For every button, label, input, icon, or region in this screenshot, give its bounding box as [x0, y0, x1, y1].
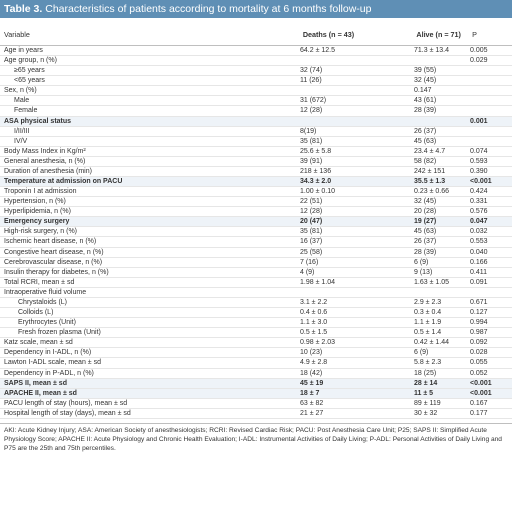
p-value-cell: <0.001 [470, 379, 492, 387]
alive-cell: 6 (9) [414, 258, 429, 266]
p-value-cell [470, 106, 510, 115]
p-value-cell: 0.553 [470, 238, 488, 246]
row-label: <65 years [14, 77, 45, 85]
deaths-cell: 39 (91) [300, 157, 323, 165]
table-row [0, 237, 512, 247]
row-label: High-risk surgery, n (%) [4, 228, 77, 236]
deaths-cell: 31 (672) [300, 97, 327, 105]
table-row [0, 409, 512, 419]
row-label: APACHE II, mean ± sd [4, 389, 77, 397]
p-value-cell [470, 66, 510, 75]
alive-cell [414, 56, 470, 65]
table-row [0, 117, 512, 127]
table-row [0, 227, 512, 237]
column-header-variable: Variable [4, 30, 30, 39]
table-row [0, 348, 512, 358]
row-label: Cerebrovascular disease, n (%) [4, 258, 103, 266]
alive-cell: 28 (39) [414, 107, 437, 115]
row-label: General anesthesia, n (%) [4, 157, 86, 165]
deaths-cell: 18 ± 7 [300, 389, 320, 397]
table-row [0, 308, 512, 318]
p-value-cell: 0.074 [470, 147, 488, 155]
row-label: Dependency in P-ADL, n (%) [4, 369, 94, 377]
p-value-cell [470, 76, 510, 85]
table-row [0, 187, 512, 197]
p-value-cell [470, 127, 510, 136]
alive-cell: 1.63 ± 1.05 [414, 278, 449, 286]
p-value-cell: 0.576 [470, 208, 488, 216]
column-header-deaths: Deaths (n = 43) [302, 30, 355, 39]
table-row [0, 137, 512, 147]
row-label: ≥65 years [14, 67, 45, 75]
table-row [0, 66, 512, 76]
deaths-cell: 20 (47) [300, 218, 323, 226]
row-label: Age in years [4, 47, 43, 54]
p-value-cell: 0.029 [470, 57, 488, 65]
p-value-cell: 0.127 [470, 309, 488, 317]
row-label: Fresh frozen plasma (Unit) [18, 329, 101, 337]
table-row [0, 127, 512, 137]
row-label: Sex, n (%) [4, 87, 37, 95]
deaths-cell [300, 86, 414, 95]
deaths-cell: 25 (58) [300, 248, 323, 256]
p-value-cell: 0.166 [470, 258, 488, 266]
deaths-cell: 35 (81) [300, 137, 323, 145]
p-value-cell: 0.091 [470, 278, 488, 286]
alive-cell: 35.5 ± 1.3 [414, 178, 446, 186]
alive-cell [414, 288, 470, 297]
table-row [0, 86, 512, 96]
table-body [0, 46, 512, 419]
p-value-cell: <0.001 [470, 178, 492, 186]
p-value-cell: 0.005 [470, 47, 488, 54]
table-row [0, 389, 512, 399]
table-row [0, 258, 512, 268]
row-label: Erythrocytes (Unit) [18, 319, 76, 327]
table-row [0, 318, 512, 328]
alive-cell [414, 117, 470, 126]
row-label: Female [14, 107, 38, 115]
row-label: Ischemic heart disease, n (%) [4, 238, 97, 246]
row-label: Chrystaloids (L) [18, 298, 68, 306]
alive-cell: 0.23 ± 0.66 [414, 188, 449, 196]
deaths-cell: 25.6 ± 5.8 [300, 147, 332, 155]
alive-cell: 39 (55) [414, 67, 437, 75]
deaths-cell: 18 (42) [300, 369, 323, 377]
alive-cell: 89 ± 119 [414, 399, 441, 407]
alive-cell: 58 (82) [414, 157, 437, 165]
row-label: Emergency surgery [4, 218, 70, 226]
alive-cell: 28 (39) [414, 248, 437, 256]
alive-cell: 32 (45) [414, 77, 437, 85]
table-row [0, 268, 512, 278]
table-row [0, 177, 512, 187]
deaths-cell: 34.3 ± 2.0 [300, 178, 332, 186]
deaths-cell: 1.00 ± 0.10 [300, 188, 335, 196]
row-label: Hyperlipidemia, n (%) [4, 208, 71, 216]
p-value-cell: 0.411 [470, 268, 487, 276]
p-value-cell: 0.994 [470, 319, 488, 327]
deaths-cell: 1.1 ± 3.0 [300, 319, 328, 327]
row-label: SAPS II, mean ± sd [4, 379, 67, 387]
table-caption-text: Characteristics of patients according to mortality at 6 months follow-up [45, 3, 372, 15]
alive-cell: 0.42 ± 1.44 [414, 339, 449, 347]
deaths-cell [300, 117, 414, 126]
table-row [0, 96, 512, 106]
deaths-cell: 12 (28) [300, 208, 323, 216]
deaths-cell: 21 ± 27 [300, 409, 324, 417]
table-caption [0, 0, 512, 18]
deaths-cell: 4 (9) [300, 268, 315, 276]
alive-cell: 26 (37) [414, 127, 437, 135]
table-row [0, 298, 512, 308]
deaths-cell: 218 ± 136 [300, 167, 332, 175]
row-label: Colloids (L) [18, 309, 54, 317]
alive-cell: 0.147 [414, 87, 432, 95]
p-value-cell: 0.331 [470, 198, 488, 206]
table-row [0, 157, 512, 167]
table-row [0, 76, 512, 86]
row-label: Body Mass Index in Kg/m² [4, 147, 86, 155]
alive-cell: 43 (61) [414, 97, 437, 105]
deaths-cell: 8(19) [300, 127, 317, 135]
row-label: Congestive heart disease, n (%) [4, 248, 104, 256]
table-row [0, 56, 512, 66]
alive-cell: 23.4 ± 4.7 [414, 147, 446, 155]
p-value-cell: 0.424 [470, 188, 488, 196]
p-value-cell: 0.055 [470, 359, 488, 367]
row-label: I/II/III [14, 127, 30, 135]
p-value-cell [470, 288, 510, 297]
table-row [0, 147, 512, 157]
row-label: Total RCRI, mean ± sd [4, 278, 75, 286]
alive-cell: 2.9 ± 2.3 [414, 298, 442, 306]
alive-cell: 0.5 ± 1.4 [414, 329, 442, 337]
p-value-cell: 0.092 [470, 339, 488, 347]
table-row [0, 338, 512, 348]
alive-cell: 45 (63) [414, 137, 437, 145]
deaths-cell: 22 (51) [300, 198, 323, 206]
row-label: Temperature at admission on PACU [4, 178, 123, 186]
row-label: IV/V [14, 137, 28, 145]
table-row [0, 328, 512, 338]
alive-cell: 9 (13) [414, 268, 433, 276]
deaths-cell [300, 56, 414, 65]
alive-cell: 71.3 ± 13.4 [414, 47, 449, 54]
table-row [0, 207, 512, 217]
p-value-cell: 0.390 [470, 167, 488, 175]
deaths-cell: 11 (26) [300, 77, 322, 85]
table-row [0, 278, 512, 288]
table-row [0, 248, 512, 258]
row-label: Troponin I at admission [4, 188, 77, 196]
deaths-cell: 16 (37) [300, 238, 323, 246]
table-row [0, 106, 512, 116]
deaths-cell: 3.1 ± 2.2 [300, 298, 328, 306]
alive-cell: 19 (27) [414, 218, 437, 226]
table-row [0, 399, 512, 409]
alive-cell: 30 ± 32 [414, 409, 438, 417]
deaths-cell: 45 ± 19 [300, 379, 324, 387]
p-value-cell [470, 86, 510, 95]
p-value-cell: <0.001 [470, 389, 492, 397]
alive-cell: 28 ± 14 [414, 379, 438, 387]
row-label: Hypertension, n (%) [4, 198, 66, 206]
table-header [0, 24, 512, 46]
row-label: ASA physical status [4, 117, 72, 125]
row-label: Duration of anesthesia (min) [4, 167, 92, 175]
p-value-cell: 0.040 [470, 248, 488, 256]
row-label: Hospital length of stay (days), mean ± sd [4, 409, 131, 417]
p-value-cell [470, 137, 510, 146]
p-value-cell: 0.047 [470, 218, 488, 226]
alive-cell: 5.8 ± 2.3 [414, 359, 442, 367]
p-value-cell: 0.001 [470, 117, 488, 125]
deaths-cell: 7 (16) [300, 258, 319, 266]
table-row [0, 369, 512, 379]
row-label: Lawton I-ADL scale, mean ± sd [4, 359, 101, 367]
deaths-cell: 0.98 ± 2.03 [300, 339, 335, 347]
deaths-cell: 32 (74) [300, 67, 323, 75]
table-caption-label: Table 3. [4, 3, 43, 15]
p-value-cell: 0.177 [470, 409, 488, 417]
table-row [0, 379, 512, 389]
row-label: Katz scale, mean ± sd [4, 339, 73, 347]
column-header-alive: Alive (n = 71) [416, 30, 461, 39]
p-value-cell: 0.052 [470, 369, 488, 377]
p-value-cell: 0.593 [470, 157, 488, 165]
table-row [0, 288, 512, 298]
deaths-cell [300, 288, 414, 297]
deaths-cell: 0.4 ± 0.6 [300, 309, 328, 317]
p-value-cell [470, 96, 510, 105]
alive-cell: 1.1 ± 1.9 [414, 319, 442, 327]
p-value-cell: 0.987 [470, 329, 488, 337]
row-label: Age group, n (%) [4, 57, 57, 65]
table-row [0, 217, 512, 227]
row-label: Intraoperative fluid volume [4, 288, 87, 296]
table-row [0, 197, 512, 207]
deaths-cell: 10 (23) [300, 349, 323, 357]
deaths-cell: 64.2 ± 12.5 [300, 47, 335, 54]
row-label: PACU length of stay (hours), mean ± sd [4, 399, 128, 407]
p-value-cell: 0.671 [470, 298, 488, 306]
column-header-p: P [472, 30, 477, 39]
deaths-cell: 4.9 ± 2.8 [300, 359, 328, 367]
alive-cell: 20 (28) [414, 208, 437, 216]
deaths-cell: 63 ± 82 [300, 399, 324, 407]
deaths-cell: 35 (81) [300, 228, 323, 236]
p-value-cell: 0.032 [470, 228, 488, 236]
alive-cell: 32 (45) [414, 198, 437, 206]
row-label: Insulin therapy for diabetes, n (%) [4, 268, 109, 276]
p-value-cell: 0.167 [470, 399, 488, 407]
p-value-cell: 0.028 [470, 349, 488, 357]
deaths-cell: 12 (28) [300, 107, 323, 115]
row-label: Male [14, 97, 30, 105]
alive-cell: 6 (9) [414, 349, 429, 357]
table-footnote: AKI: Acute Kidney Injury; ASA: American Society of anesthesiologists; RCRI: Revised Cardiac Risk; PACU: Post Anesthesia Care Unit; P25; SAPS II: Simplified Acute Physiology Score; APACHE II: Acute Physiology and Chronic Health Evaluation; I-ADL: Instrumental Activities of Daily Living; P-ADL: Personal Activities of Daily Living and P75 are the 25th and 75th percentiles. [0, 423, 512, 453]
table-row [0, 46, 512, 56]
table-row [0, 358, 512, 368]
table-row [0, 167, 512, 177]
alive-cell: 0.3 ± 0.4 [414, 309, 442, 317]
alive-cell: 242 ± 151 [414, 167, 446, 175]
deaths-cell: 0.5 ± 1.5 [300, 329, 328, 337]
alive-cell: 45 (63) [414, 228, 437, 236]
alive-cell: 11 ± 5 [414, 389, 434, 397]
row-label: Dependency in I-ADL, n (%) [4, 349, 92, 357]
deaths-cell: 1.98 ± 1.04 [300, 278, 335, 286]
alive-cell: 18 (25) [414, 369, 437, 377]
alive-cell: 26 (37) [414, 238, 437, 246]
